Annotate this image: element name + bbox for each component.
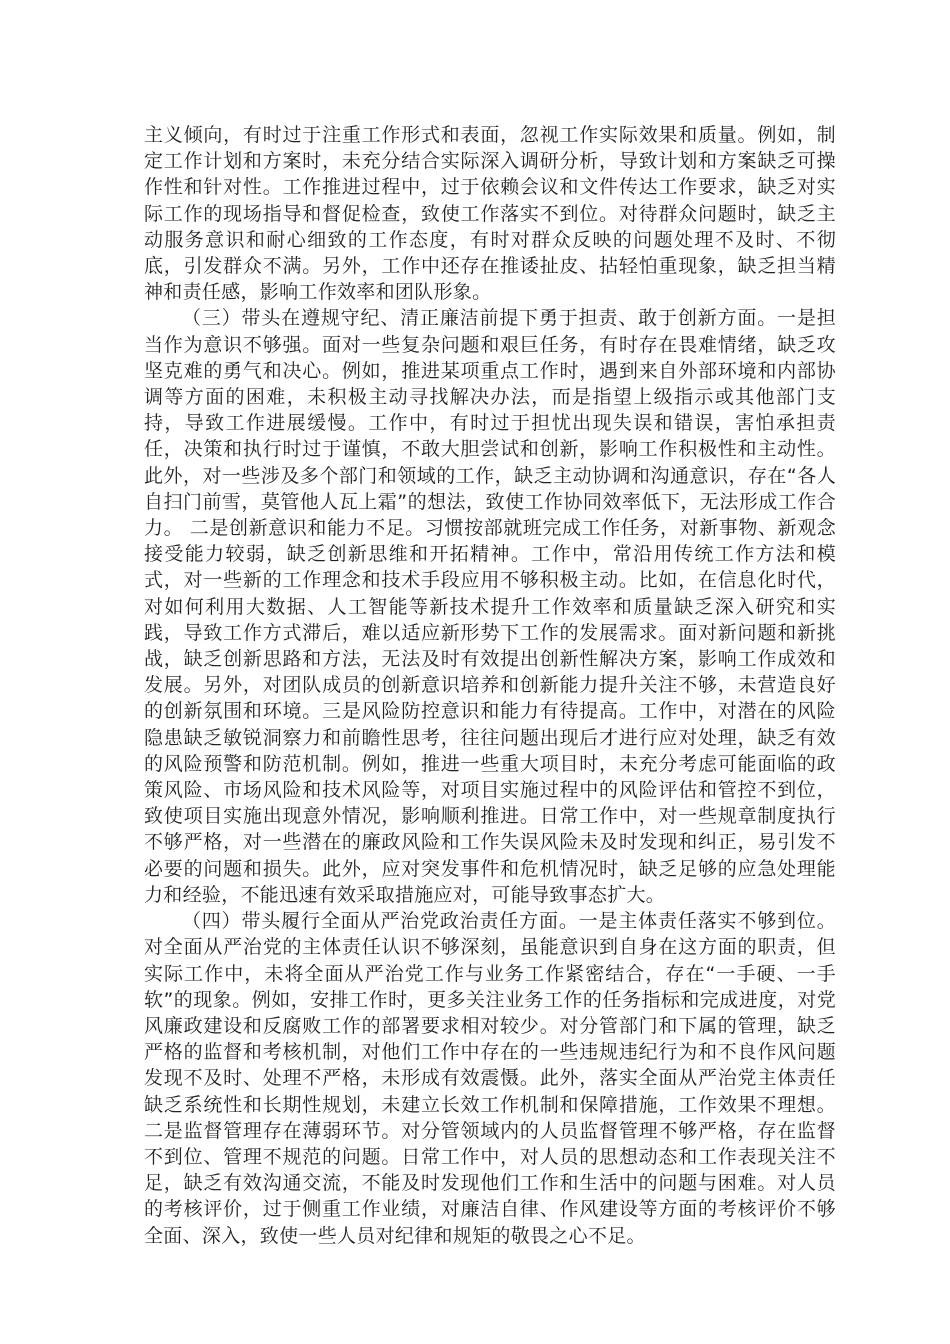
- paragraph-continuation: 主义倾向，有时过于注重工作形式和表面，忽视工作实际效果和质量。例如，制定工作计划和方案时，未充分结合实际深入调研分析，导致计划和方案缺乏可操作性和针对性。工作推进过程中，过于依赖会议和文件传达工作要求，缺乏对实际工作的现场指导和督促检查，致使工作落实不到位。对待群众问题时，缺乏主动服务意识和耐心细致的工作态度，有时对群众反映的问题处理不及时、不彻底，引发群众不满。另外，工作中还存在推诿扯皮、拈轻怕重现象，缺乏担当精神和责任感，影响工作效率和团队形象。: [144, 124, 836, 304]
- paragraph-section-four: （四）带头履行全面从严治党政治责任方面。一是主体责任落实不够到位。对全面从严治党的主体责任认识不够深刻，虽能意识到自身在这方面的职责，但实际工作中，未将全面从严治党工作与业务工作紧密结合，存在“一手硬、一手软”的现象。例如，安排工作时，更多关注业务工作的任务指标和完成进度，对党风廉政建设和反腐败工作的部署要求相对较少。对分管部门和下属的管理，缺乏严格的监督和考核机制，对他们工作中存在的一些违规违纪行为和不良作风问题发现不及时、处理不严格，未形成有效震慑。此外，落实全面从严治党主体责任缺乏系统性和长期性规划，未建立长效工作机制和保障措施，工作效果不理想。二是监督管理存在薄弱环节。对分管领域内的人员监督管理不够严格，存在监督不到位、管理不规范的问题。日常工作中，对人员的思想动态和工作表现关注不足，缺乏有效沟通交流，不能及时发现他们工作和生活中的问题与困难。对人员的考核评价，过于侧重工作业绩，对廉洁自律、作风建设等方面的考核评价不够全面、深入，致使一些人员对纪律和规矩的敬畏之心不足。: [144, 910, 836, 1247]
- document-body: [144, 122, 836, 1249]
- paragraph-section-three: （三）带头在遵规守纪、清正廉洁前提下勇于担责、敢于创新方面。一是担当作为意识不够强。面对一些复杂问题和艰巨任务，有时存在畏难情绪，缺乏攻坚克难的勇气和决心。例如，推进某项重点工作时，遇到来自外部环境和内部协调等方面的困难，未积极主动寻找解决办法，而是指望上级指示或其他部门支持，导致工作进展缓慢。工作中，有时过于担忧出现失误和错误，害怕承担责任，决策和执行时过于谨慎，不敢大胆尝试和创新，影响工作积极性和主动性。此外，对一些涉及多个部门和领域的工作，缺乏主动协调和沟通意识，存在“各人自扫门前雪，莫管他人瓦上霜”的想法，致使工作协同效率低下，无法形成工作合力。 二是创新意识和能力不足。习惯按部就班完成工作任务，对新事物、新观念接受能力较弱，缺乏创新思维和开拓精神。工作中，常沿用传统工作方法和模式，对一些新的工作理念和技术手段应用不够积极主动。比如，在信息化时代，对如何利用大数据、人工智能等新技术提升工作效率和质量缺乏深入研究和实践，导致工作方式滞后，难以适应新形势下工作的发展需求。面对新问题和新挑战，缺乏创新思路和方法，无法及时有效提出创新性解决方案，影响工作成效和发展。另外，对团队成员的创新意识培养和创新能力提升关注不够，未营造良好的创新氛围和环境。三是风险防控意识和能力有待提高。工作中，对潜在的风险隐患缺乏敏锐洞察力和前瞻性思考，往往问题出现后才进行应对处理，缺乏有效的风险预警和防范机制。例如，推进一些重大项目时，未充分考虑可能面临的政策风险、市场风险和技术风险等，对项目实施过程中的风险评估和管控不到位，致使项目实施出现意外情况，影响顺利推进。日常工作中，对一些规章制度执行不够严格，对一些潜在的廉政风险和工作失误风险未及时发现和纠正，易引发不必要的问题和损失。此外，应对突发事件和危机情况时，缺乏足够的应急处理能力和经验，不能迅速有效采取措施应对，可能导致事态扩大。: [144, 307, 836, 906]
